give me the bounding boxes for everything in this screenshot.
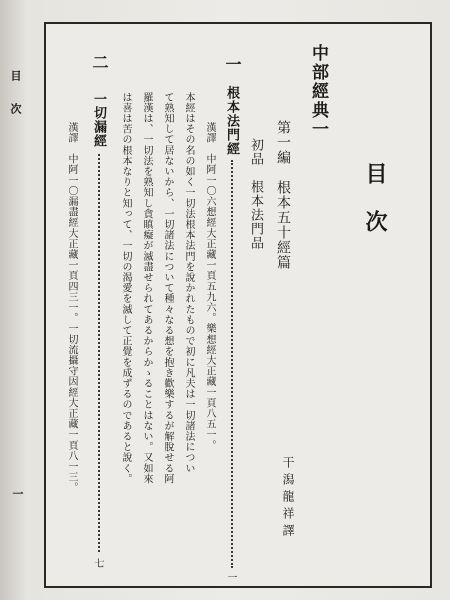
page-number: 七 <box>92 558 103 568</box>
margin-page-mark: 一 <box>11 488 24 499</box>
volume-heading: 中部經典一 <box>308 44 328 139</box>
summary-line: 羅漢は、一切法を熟知し貪瞋癡が滅盡せられてあるからかゝることはない。又如來 <box>141 92 152 485</box>
page-title: 目次 <box>362 162 388 258</box>
section-number: 二 <box>90 54 109 70</box>
section-title[interactable]: 一切漏經 <box>91 92 106 148</box>
translation-note: 漢譯 中阿一〇六想經大正藏一頁五九六。樂想經大正藏一頁八五一。 <box>204 122 215 451</box>
leader-dots <box>231 160 233 568</box>
section-number: 一 <box>223 56 242 72</box>
translation-note: 漢譯 中阿一〇漏盡經大正藏一頁四三一。一切流攝守因經大正藏一頁八一三。 <box>66 122 77 493</box>
summary-line: は喜は苦の根本なりと知って、一切の渴愛を滅して正覺を成ずるのであると說く。 <box>120 92 131 485</box>
leader-dots <box>98 154 100 552</box>
part-heading: 第一編 根本五十經篇 <box>275 120 291 270</box>
section-title[interactable]: 根本法門經 <box>224 86 239 156</box>
contents-frame <box>44 22 432 588</box>
page-number: 一 <box>225 572 236 582</box>
summary-line: 本經はその名の如く一切法根本法門を說かれたもので初に凡夫は一切諸法につい <box>183 92 194 474</box>
summary-line: て熟知して居ないから、一切諸法について種々なる想を抱き歡樂するが解脫せる阿 <box>162 92 173 485</box>
translator-name: 干潟龍祥譯 <box>281 456 295 541</box>
chapter-heading: 初品 根本法門品 <box>248 138 263 250</box>
margin-running-head: 目次 <box>9 70 22 136</box>
